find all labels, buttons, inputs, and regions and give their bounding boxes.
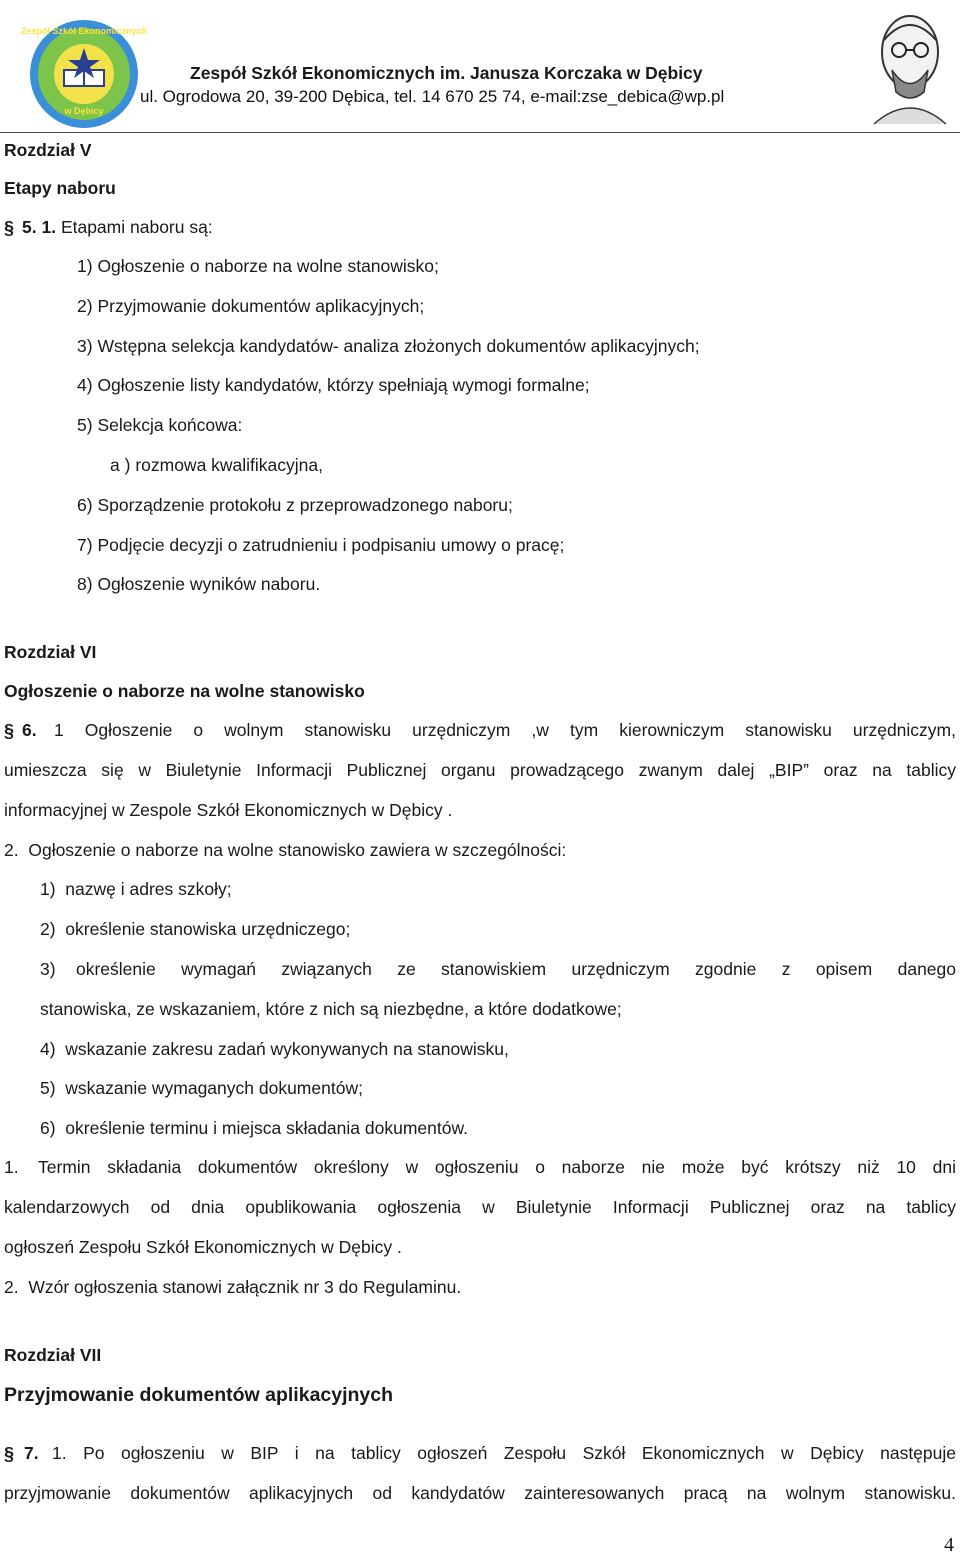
paragraph-text: przyjmowanie dokumentów aplikacyjnych od kandydatów zainteresowanych pracą na wolnym stanowisku.	[4, 1483, 956, 1503]
school-address: ul. Ogrodowa 20, 39-200 Dębica, tel. 14 670 25 74, e-mail:zse_debica@wp.pl	[140, 87, 725, 106]
list-item: 1) Ogłoszenie o naborze na wolne stanowisko;	[77, 256, 439, 276]
paragraph-number: 5. 1.	[22, 217, 57, 237]
paragraph-text: Termin składania dokumentów określony w ogłoszeniu o naborze nie może być krótszy niż 10 dni	[38, 1157, 956, 1177]
school-logo	[20, 18, 148, 130]
list-item: 5) Selekcja końcowa:	[77, 415, 243, 435]
list-item: 4) wskazanie zakresu zadań wykonywanych na stanowisku,	[40, 1039, 509, 1059]
chapter-6-subtitle: Ogłoszenie o naborze na wolne stanowisko	[4, 681, 365, 701]
page-number: 4	[944, 1534, 954, 1556]
list-item: 6) określenie terminu i miejsca składania dokumentów.	[40, 1118, 468, 1138]
list-item: 4) Ogłoszenie listy kandydatów, którzy spełniają wymogi formalne;	[77, 375, 590, 395]
paragraph-text: kalendarzowych od dnia opublikowania ogłoszenia w Biuletynie Informacji Publicznej oraz na tablicy	[4, 1197, 956, 1217]
chapter-7-title: Rozdział VII	[4, 1345, 102, 1365]
paragraph-4: 2. Wzór ogłoszenia stanowi załącznik nr 3 do Regulaminu.	[4, 1277, 462, 1297]
list-item: 2) Przyjmowanie dokumentów aplikacyjnych;	[77, 296, 425, 316]
paragraph-text: 1. Po ogłoszeniu w BIP i na tablicy ogłoszeń Zespołu Szkół Ekonomicznych w Dębicy następuje	[52, 1443, 956, 1463]
chapter-6-title: Rozdział VI	[4, 642, 97, 662]
list-subitem: a ) rozmowa kwalifikacyjna,	[110, 455, 324, 475]
section-sign: §	[4, 721, 15, 741]
list-item-text: określenie wymagań związanych ze stanowiskiem urzędniczym zgodnie z opisem danego	[76, 959, 956, 979]
list-item: 8) Ogłoszenie wyników naboru.	[77, 574, 321, 594]
list-item: 1) nazwę i adres szkoły;	[40, 879, 232, 899]
list-item: 5) wskazanie wymaganych dokumentów;	[40, 1078, 363, 1098]
list-item-number: 3)	[40, 959, 56, 979]
section-sign: §	[4, 218, 15, 238]
paragraph-text: 1 Ogłoszenie o wolnym stanowisku urzędniczym ,w tym kierowniczym stanowisku urzędniczym,	[54, 720, 956, 740]
svg-text:Zespół Szkół Ekonomicznych: Zespół Szkół Ekonomicznych	[20, 26, 148, 36]
header-divider	[0, 132, 960, 133]
paragraph-2: 2. Ogłoszenie o naborze na wolne stanowisko zawiera w szczególności:	[4, 840, 567, 860]
list-item: 3) Wstępna selekcja kandydatów- analiza złożonych dokumentów aplikacyjnych;	[77, 336, 700, 356]
paragraph-5-intro	[22, 219, 213, 237]
chapter-5-subtitle: Etapy naboru	[4, 178, 116, 198]
list-item: 6) Sporządzenie protokołu z przeprowadzonego naboru;	[77, 495, 513, 515]
patron-portrait	[864, 2, 956, 124]
svg-text:w Dębicy: w Dębicy	[64, 106, 104, 116]
list-item-continuation: stanowiska, ze wskazaniem, które z nich są niezbędne, a które dodatkowe;	[40, 999, 622, 1019]
section-sign: §	[4, 1444, 15, 1464]
list-item: 2) określenie stanowiska urzędniczego;	[40, 919, 351, 939]
chapter-7-subtitle: Przyjmowanie dokumentów aplikacyjnych	[4, 1384, 394, 1406]
list-item: 7) Podjęcie decyzji o zatrudnieniu i podpisaniu umowy o pracę;	[77, 535, 565, 555]
paragraph-number: 1.	[4, 1157, 19, 1177]
paragraph-text: Etapami naboru są:	[60, 217, 213, 237]
paragraph-text: informacyjnej w Zespole Szkół Ekonomicznych w Dębicy .	[4, 800, 453, 820]
paragraph-number: 7.	[24, 1443, 39, 1463]
chapter-5-title: Rozdział V	[4, 140, 92, 160]
paragraph-text: umieszcza się w Biuletynie Informacji Publicznej organu prowadzącego zwanym dalej „BIP” oraz na tablicy	[4, 760, 956, 780]
paragraph-text: ogłoszeń Zespołu Szkół Ekonomicznych w Dębicy .	[4, 1237, 402, 1257]
school-name: Zespół Szkół Ekonomicznych im. Janusza Korczaka w Dębicy	[190, 63, 703, 83]
paragraph-number: 6.	[22, 720, 37, 740]
